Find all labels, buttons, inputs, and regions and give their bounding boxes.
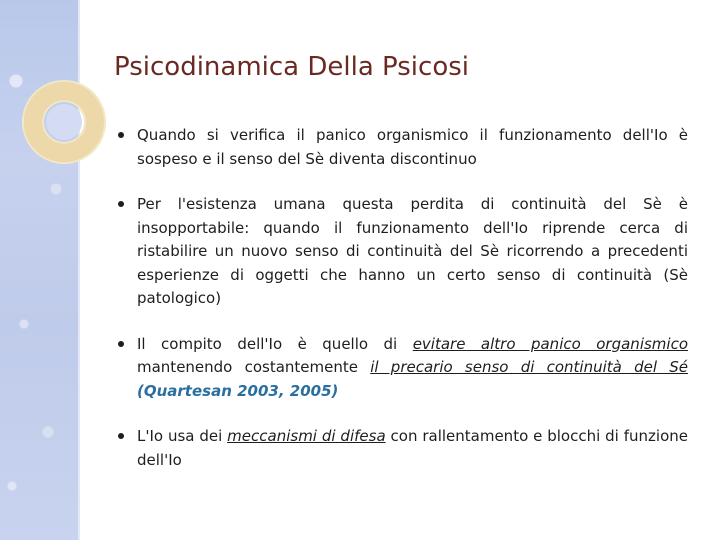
underlined-phrase: meccanismi di difesa	[227, 427, 386, 445]
citation: (Quartesan 2003, 2005)	[137, 381, 339, 400]
decorative-side-band	[0, 0, 80, 540]
bullet-text: Per l'esistenza umana questa perdita di continuità del Sè è insopportabile: quando il funzionamento dell'Io riprende cerca di ristabilire un nuovo senso di continuità del Sè ricorrendo a precedenti esperienze di oggetti che hanno un certo senso di continuità (Sè patologico)	[137, 195, 688, 307]
bullet-item	[118, 333, 688, 404]
bullet-text: Quando si verifica il panico organismico il funzionamento dell'Io è sospeso e il senso del Sè diventa discontinuo	[137, 126, 688, 168]
bullet-text: Il compito dell'Io è quello di	[137, 334, 413, 353]
bullet-dot-icon	[118, 201, 124, 207]
bullet-dot-icon	[118, 341, 124, 347]
bullet-dot-icon	[118, 433, 124, 439]
bullet-text: mantenendo costantemente	[137, 358, 371, 376]
underlined-phrase: il precario senso di continuità del Sé	[370, 358, 688, 376]
slide-title: Psicodinamica Della Psicosi	[114, 52, 469, 82]
bullet-list	[118, 124, 688, 494]
bullet-text: L'Io usa dei	[137, 427, 228, 445]
bullet-dot-icon	[118, 132, 124, 138]
bullet-item	[118, 124, 688, 171]
underlined-phrase: evitare altro panico organismico	[412, 334, 689, 353]
side-band-edge	[78, 0, 80, 540]
bullet-item	[118, 193, 688, 311]
ring-center	[46, 104, 82, 140]
bullet-item	[118, 425, 688, 472]
bullet-text: con rallentamento e blocchi di funzione dell'Io	[137, 427, 688, 469]
